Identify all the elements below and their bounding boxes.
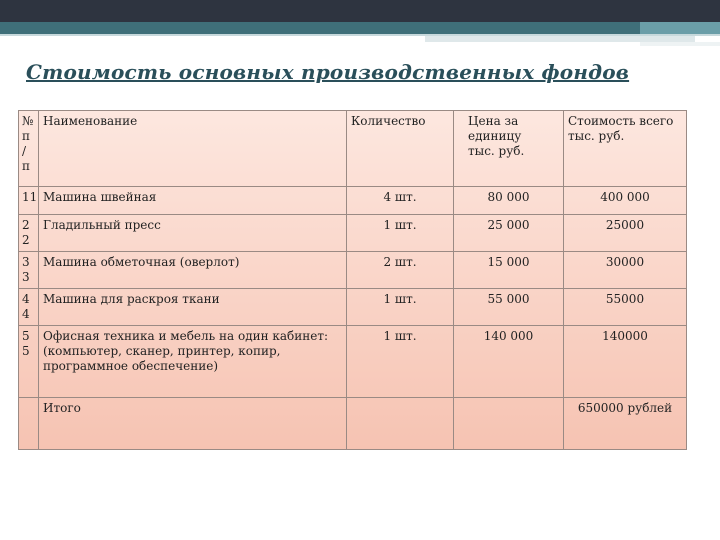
table-row — [19, 289, 687, 326]
table-row — [19, 187, 687, 215]
row-number: 5 5 — [19, 326, 39, 398]
table-row — [19, 252, 687, 289]
row-total: 55000 — [564, 289, 687, 326]
row-price: 140 000 — [454, 326, 564, 398]
row-quantity: 1 шт. — [347, 215, 454, 252]
table-row — [19, 326, 687, 398]
row-quantity: 4 шт. — [347, 187, 454, 215]
table-row — [19, 215, 687, 252]
decorative-strip — [640, 42, 720, 46]
top-teal-bar-accent — [640, 22, 720, 34]
header-price: Цена за единицу тыс. руб. — [454, 111, 564, 187]
row-quantity: 1 шт. — [347, 326, 454, 398]
row-number: 3 3 — [19, 252, 39, 289]
row-price: 80 000 — [454, 187, 564, 215]
row-quantity: 2 шт. — [347, 252, 454, 289]
total-label: Итого — [39, 398, 347, 450]
row-total: 25000 — [564, 215, 687, 252]
row-total: 400 000 — [564, 187, 687, 215]
row-quantity: 1 шт. — [347, 289, 454, 326]
row-name: Машина швейная — [39, 187, 347, 215]
row-name: Гладильный пресс — [39, 215, 347, 252]
row-total: 140000 — [564, 326, 687, 398]
row-number: 4 4 — [19, 289, 39, 326]
row-price: 15 000 — [454, 252, 564, 289]
row-price: 25 000 — [454, 215, 564, 252]
total-number-cell — [19, 398, 39, 450]
row-name: Машина обметочная (оверлот) — [39, 252, 347, 289]
row-total: 30000 — [564, 252, 687, 289]
row-number: 11 — [19, 187, 39, 215]
table-header-row — [19, 111, 687, 187]
header-total: Стоимость всего тыс. руб. — [564, 111, 687, 187]
table-total-row — [19, 398, 687, 450]
row-number: 2 2 — [19, 215, 39, 252]
header-quantity: Количество — [347, 111, 454, 187]
row-name: Офисная техника и мебель на один кабинет: (компьютер, сканер, принтер, копир, программное обеспечение) — [39, 326, 347, 398]
total-quantity-cell — [347, 398, 454, 450]
row-price: 55 000 — [454, 289, 564, 326]
slide-title: Стоимость основных производственных фондов — [26, 60, 630, 84]
funds-table — [18, 110, 687, 450]
header-number: № п / п — [19, 111, 39, 187]
header-name: Наименование — [39, 111, 347, 187]
total-price-cell — [454, 398, 564, 450]
row-name: Машина для раскроя ткани — [39, 289, 347, 326]
total-value: 650000 рублей — [564, 398, 687, 450]
top-teal-bar — [0, 22, 720, 34]
top-dark-bar — [0, 0, 720, 22]
